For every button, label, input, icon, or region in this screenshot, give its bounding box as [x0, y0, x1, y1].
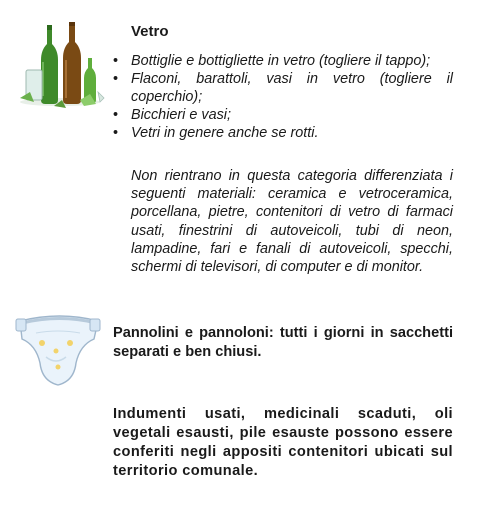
list-item-text: Bottiglie e bottigliette in vetro (togliere il tappo);	[131, 53, 431, 69]
diaper-icon	[12, 307, 104, 389]
list-item	[113, 52, 453, 70]
diapers-instructions: Pannolini e pannoloni: tutti i giorni in sacchetti separati e ben chiusi.	[113, 325, 453, 360]
list-item-text: Bicchieri e vasi;	[131, 107, 231, 123]
bullet: •	[113, 107, 119, 123]
glass-section-title: Vetro	[131, 23, 169, 40]
glass-exclusions-note: Non rientrano in questa categoria differenziata i seguenti materiali: ceramica e vetroceramica, porcellana, pietre, contenitori di vetro di farmaci usati, finestrini di autoveicoli, tubi di neon, lampadine, fari e fanali di autoveicoli, specchi, schermi di televisori, di computer e di monitor.	[131, 168, 453, 276]
glass-items-list	[113, 52, 453, 142]
list-item	[113, 106, 453, 124]
other-waste-instructions: Indumenti usati, medicinali scaduti, oli vegetali esausti, pile esauste possono essere conferiti negli appositi contenitori ubicati sul territorio comunale.	[113, 406, 453, 479]
list-item-text: Vetri in genere anche se rotti.	[131, 125, 319, 141]
list-item	[113, 70, 453, 106]
bullet: •	[113, 53, 119, 69]
list-item-text: Flaconi, barattoli, vasi in vetro (togliere il coperchio);	[131, 71, 453, 105]
glass-bottles-icon	[14, 22, 106, 110]
bullet: •	[113, 125, 119, 141]
list-item	[113, 124, 453, 142]
bullet: •	[113, 71, 119, 87]
